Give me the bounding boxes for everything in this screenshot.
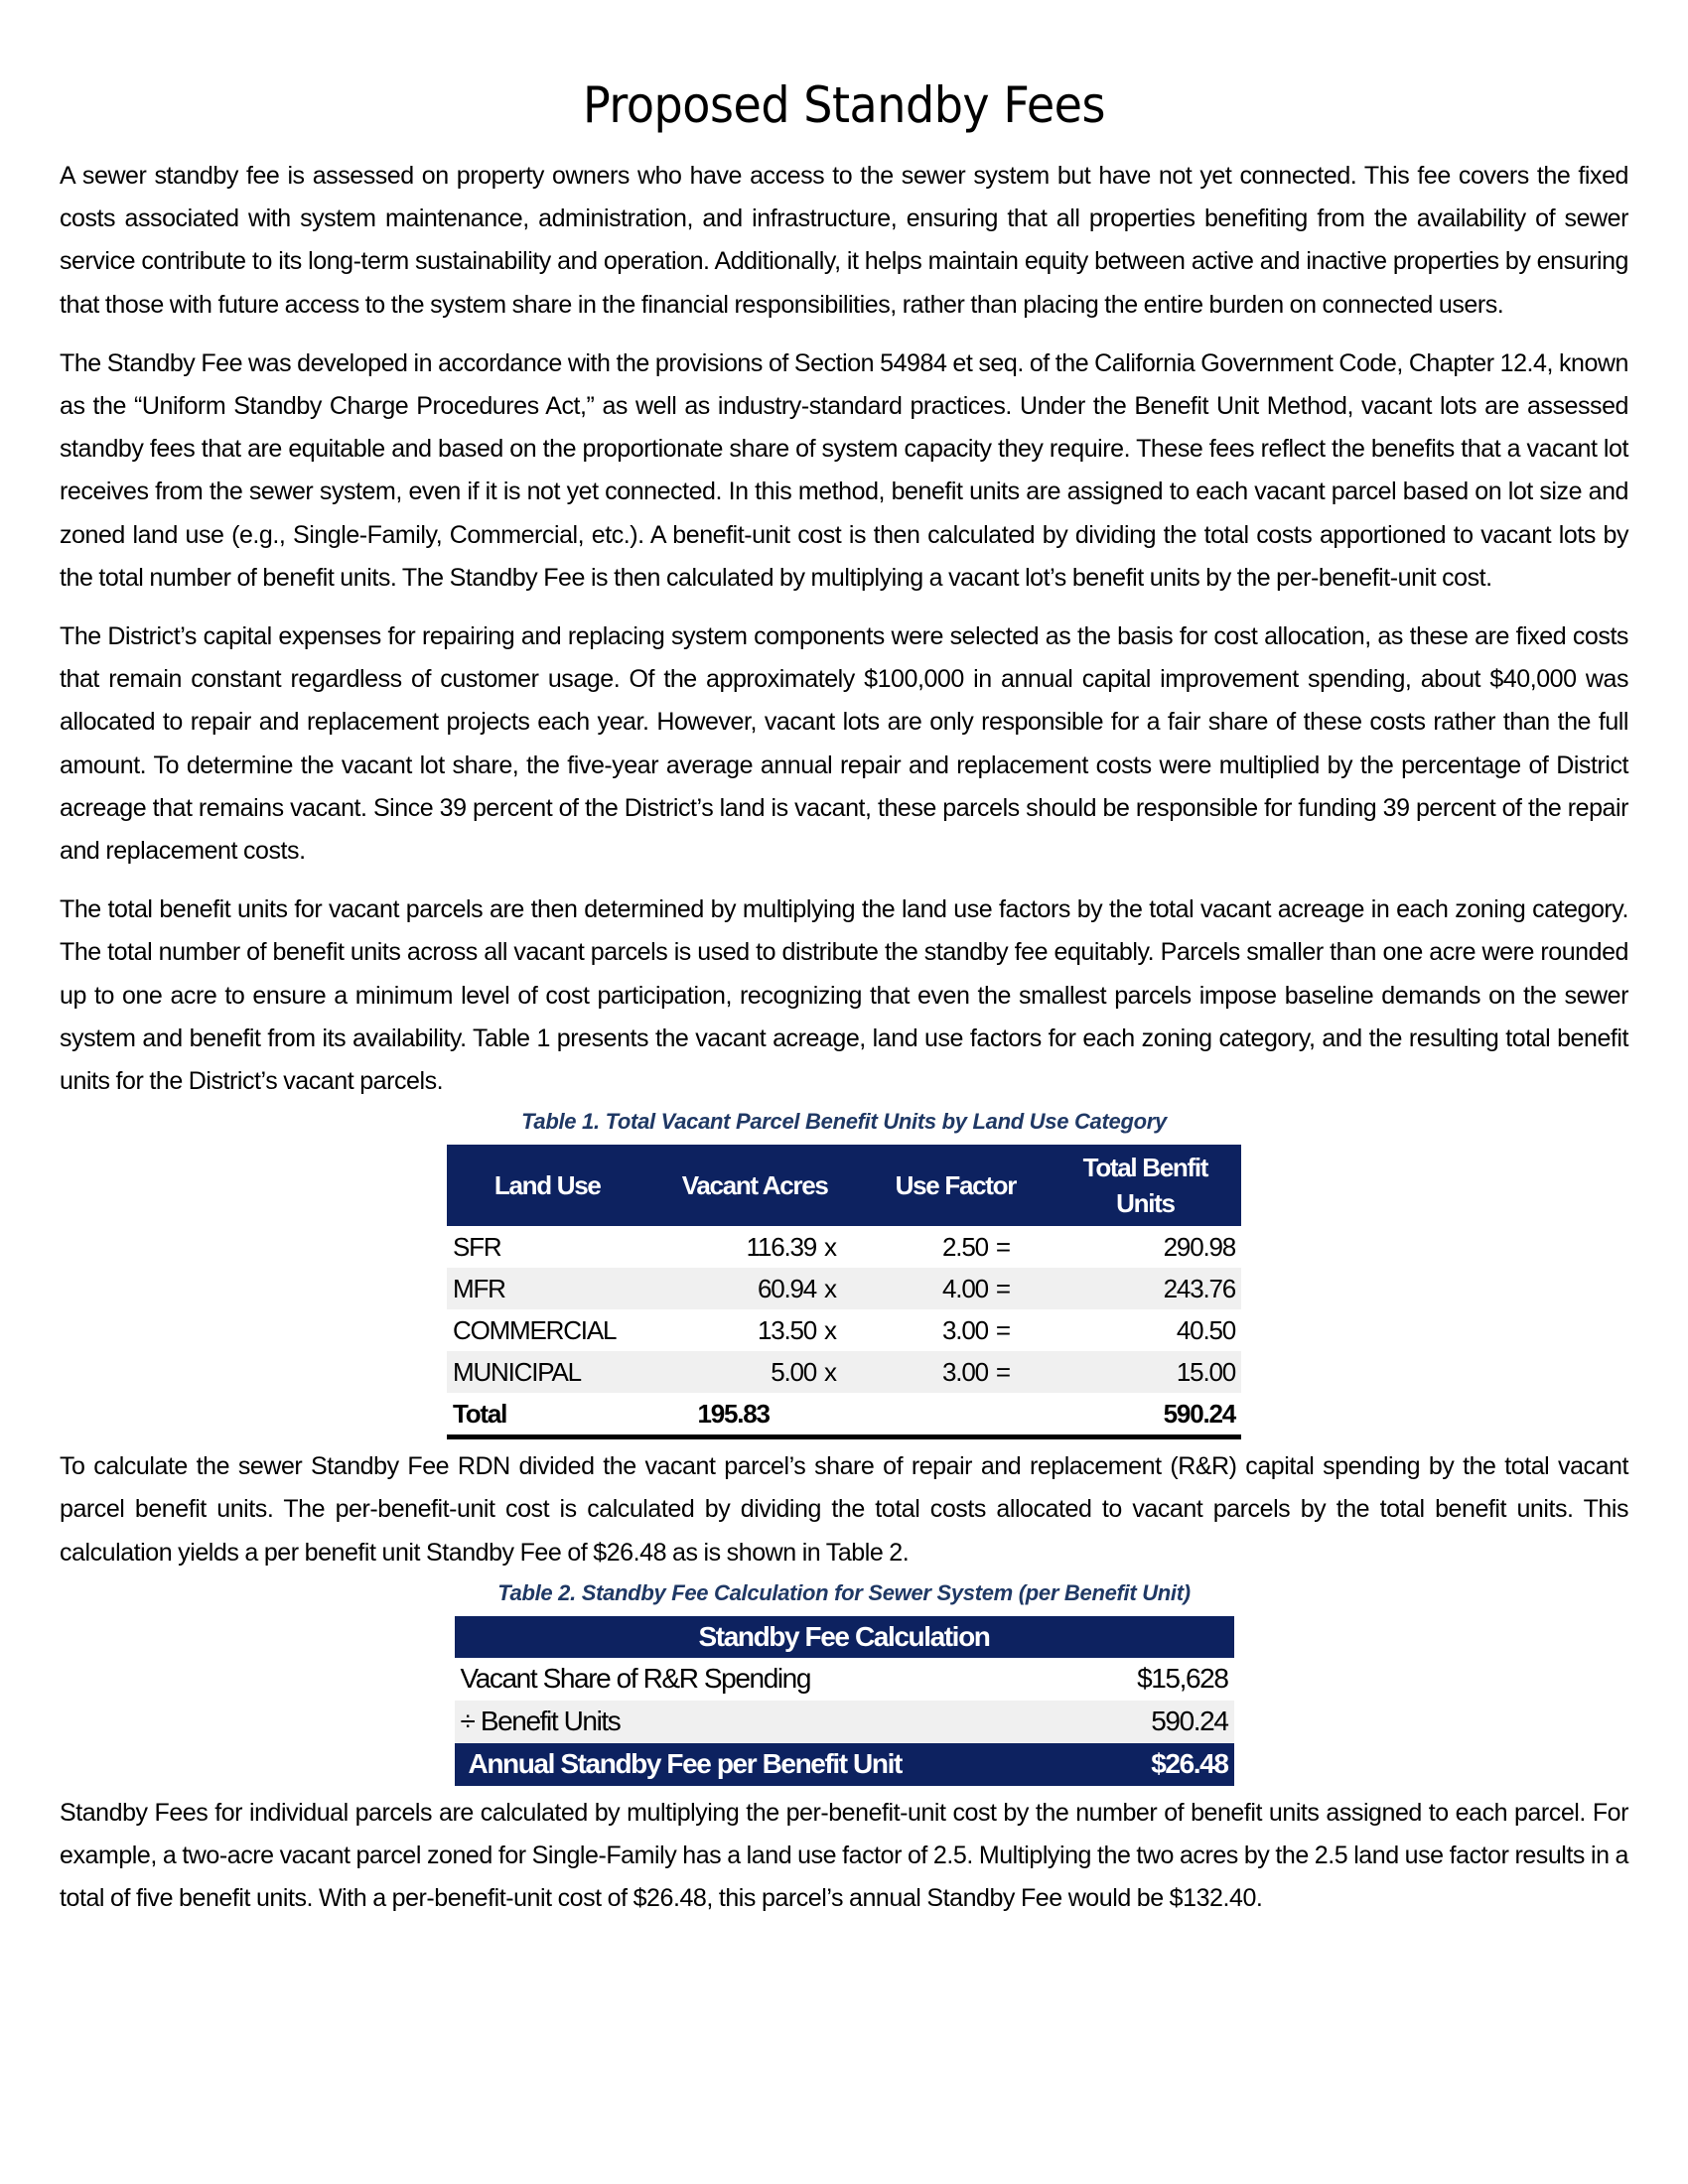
land-use-cell: MUNICIPAL [447, 1351, 647, 1393]
equals-operator: = [995, 1273, 1010, 1303]
vacant-acres-cell [647, 1351, 861, 1393]
total-label: Total [447, 1393, 647, 1437]
table2-standby-fee-calculation [455, 1616, 1234, 1786]
table1-header-land-use: Land Use [447, 1145, 647, 1226]
use-factor-value: 3.00 [942, 1356, 988, 1387]
land-use-cell: COMMERCIAL [453, 1314, 617, 1345]
result-value: $26.48 [1089, 1743, 1233, 1786]
page-title: Proposed Standby Fees [582, 76, 1106, 134]
total-use-factor-empty [862, 1393, 1050, 1437]
equals-operator: = [995, 1356, 1010, 1387]
total-vacant-acres: 195.83 [647, 1393, 861, 1437]
vacant-acres-cell [647, 1226, 861, 1268]
use-factor-cell [862, 1226, 1050, 1268]
paragraph-cost-allocation: The District’s capital expenses for repairing and replacing system components were selected as the basis for cost allocation, as these are fixed costs that remain constant regardless of customer usage. Of the approximately $100,000 in annual capital improvement spending, about $40,000 was allocated to repair and replacement projects each year. However, vacant lots are only responsible for a fair share of these costs rather than the full amount. To determine the vacant lot share, the five-year average annual repair and replacement costs were multiplied by the percentage of District acreage that remains vacant. Since 39 percent of the District’s land is vacant, these parcels should be responsible for funding 39 percent of the repair and replacement costs. [60, 622, 1628, 866]
table1-header-use-factor: Use Factor [862, 1145, 1050, 1226]
vacant-acres-value: 13.50 [757, 1314, 817, 1345]
table-row [447, 1268, 1241, 1309]
multiply-operator: x [824, 1231, 836, 1262]
equals-operator: = [995, 1314, 1010, 1345]
calc-value: 590.24 [1089, 1701, 1233, 1743]
paragraph-fee-calculation: To calculate the sewer Standby Fee RDN divided the vacant parcel’s share of repair and replacement (R&R) capital spending by the total vacant parcel benefit units. The per-benefit-unit cost is calculated by dividing the total costs allocated to vacant parcels by the total benefit units. This calculation yields a per benefit unit Standby Fee of $26.48 as is shown in Table 2. [60, 1452, 1628, 1567]
vacant-acres-value: 5.00 [771, 1356, 817, 1387]
paragraph-example: Standby Fees for individual parcels are calculated by multiplying the per-benefit-unit cost by the number of benefit units assigned to each parcel. For example, a two-acre vacant parcel zoned for Single-Family has a land use factor of 2.5. Multiplying the two acres by the 2.5 land use factor results in a total of five benefit units. With a per-benefit-unit cost of $26.48, this parcel’s annual Standby Fee would be $132.40. [60, 1798, 1628, 1913]
benefit-units-cell: 243.76 [1050, 1268, 1241, 1309]
paragraph-legal-basis: The Standby Fee was developed in accordance with the provisions of Section 54984 et seq. of the California Government Code, Chapter 12.4, known as the “Uniform Standby Charge Procedures Act,” as well as industry-standard practices. Under the Benefit Unit Method, vacant lots are assessed standby fees that are equitable and based on the proportionate share of system capacity they require. These fees reflect the benefits that a vacant lot receives from the sewer system, even if it is not yet connected. In this method, benefit units are assigned to each vacant parcel based on lot size and zoned land use (e.g., Single-Family, Commercial, etc.). A benefit-unit cost is then calculated by dividing the total costs apportioned to vacant lots by the total number of benefit units. The Standby Fee is then calculated by multiplying a vacant lot’s benefit units by the per-benefit-unit cost. [60, 348, 1628, 592]
multiply-operator: x [824, 1314, 836, 1345]
table-row [447, 1309, 1241, 1351]
table1-caption: Table 1. Total Vacant Parcel Benefit Units by Land Use Category [521, 1109, 1167, 1135]
vacant-acres-value: 60.94 [757, 1273, 817, 1303]
calc-value: $15,628 [1137, 1663, 1228, 1695]
table-row [447, 1226, 1241, 1268]
use-factor-cell [862, 1309, 1050, 1351]
document-page [60, 60, 1628, 1936]
land-use-cell: MFR [447, 1268, 647, 1309]
vacant-acres-value: 116.39 [746, 1231, 817, 1262]
paragraph-intro: A sewer standby fee is assessed on property owners who have access to the sewer system but have not yet connected. This fee covers the fixed costs associated with system maintenance, administration, and infrastructure, ensuring that all properties benefiting from the availability of sewer service contribute to its long-term sustainability and operation. Additionally, it helps maintain equity between active and inactive properties by ensuring that those with future access to the system share in the financial responsibilities, rather than placing the entire burden on connected users. [60, 162, 1628, 319]
use-factor-value: 4.00 [942, 1273, 988, 1303]
table2-header: Standby Fee Calculation [455, 1616, 1234, 1658]
table-row [455, 1658, 1234, 1701]
land-use-cell: SFR [453, 1231, 501, 1262]
multiply-operator: x [824, 1356, 836, 1387]
table1-total-row [447, 1393, 1241, 1437]
total-benefit-units: 590.24 [1050, 1393, 1241, 1437]
benefit-units-cell: 290.98 [1163, 1231, 1235, 1262]
table1-benefit-units [447, 1145, 1241, 1439]
table1-header-row [447, 1145, 1241, 1226]
use-factor-cell [862, 1351, 1050, 1393]
table2-caption: Table 2. Standby Fee Calculation for Sewer System (per Benefit Unit) [497, 1579, 1191, 1605]
use-factor-cell [862, 1268, 1050, 1309]
equals-operator: = [995, 1231, 1010, 1262]
table1-header-total-benefit-units: Total Benfit Units [1050, 1145, 1241, 1226]
result-label: Annual Standby Fee per Benefit Unit [455, 1743, 1090, 1786]
calc-label: Vacant Share of R&R Spending [460, 1663, 811, 1695]
table-row [447, 1351, 1241, 1393]
benefit-units-cell: 15.00 [1050, 1351, 1241, 1393]
table2-header-row [455, 1616, 1234, 1658]
use-factor-value: 3.00 [942, 1314, 988, 1345]
use-factor-value: 2.50 [942, 1231, 988, 1262]
vacant-acres-cell [647, 1268, 861, 1309]
table1-header-vacant-acres: Vacant Acres [647, 1145, 861, 1226]
benefit-units-cell: 40.50 [1176, 1314, 1235, 1345]
vacant-acres-cell [647, 1309, 861, 1351]
paragraph-benefit-units: The total benefit units for vacant parcels are then determined by multiplying the land use factors by the total vacant acreage in each zoning category. The total number of benefit units across all vacant parcels is used to distribute the standby fee equitably. Parcels smaller than one acre were rounded up to one acre to ensure a minimum level of cost participation, recognizing that even the smallest parcels impose baseline demands on the sewer system and benefit from its availability. Table 1 presents the vacant acreage, land use factors for each zoning category, and the resulting total benefit units for the District’s vacant parcels. [60, 895, 1628, 1096]
multiply-operator: x [824, 1273, 836, 1303]
table-row [455, 1701, 1234, 1743]
calc-label: ÷ Benefit Units [455, 1701, 1090, 1743]
table2-result-row [455, 1743, 1234, 1786]
